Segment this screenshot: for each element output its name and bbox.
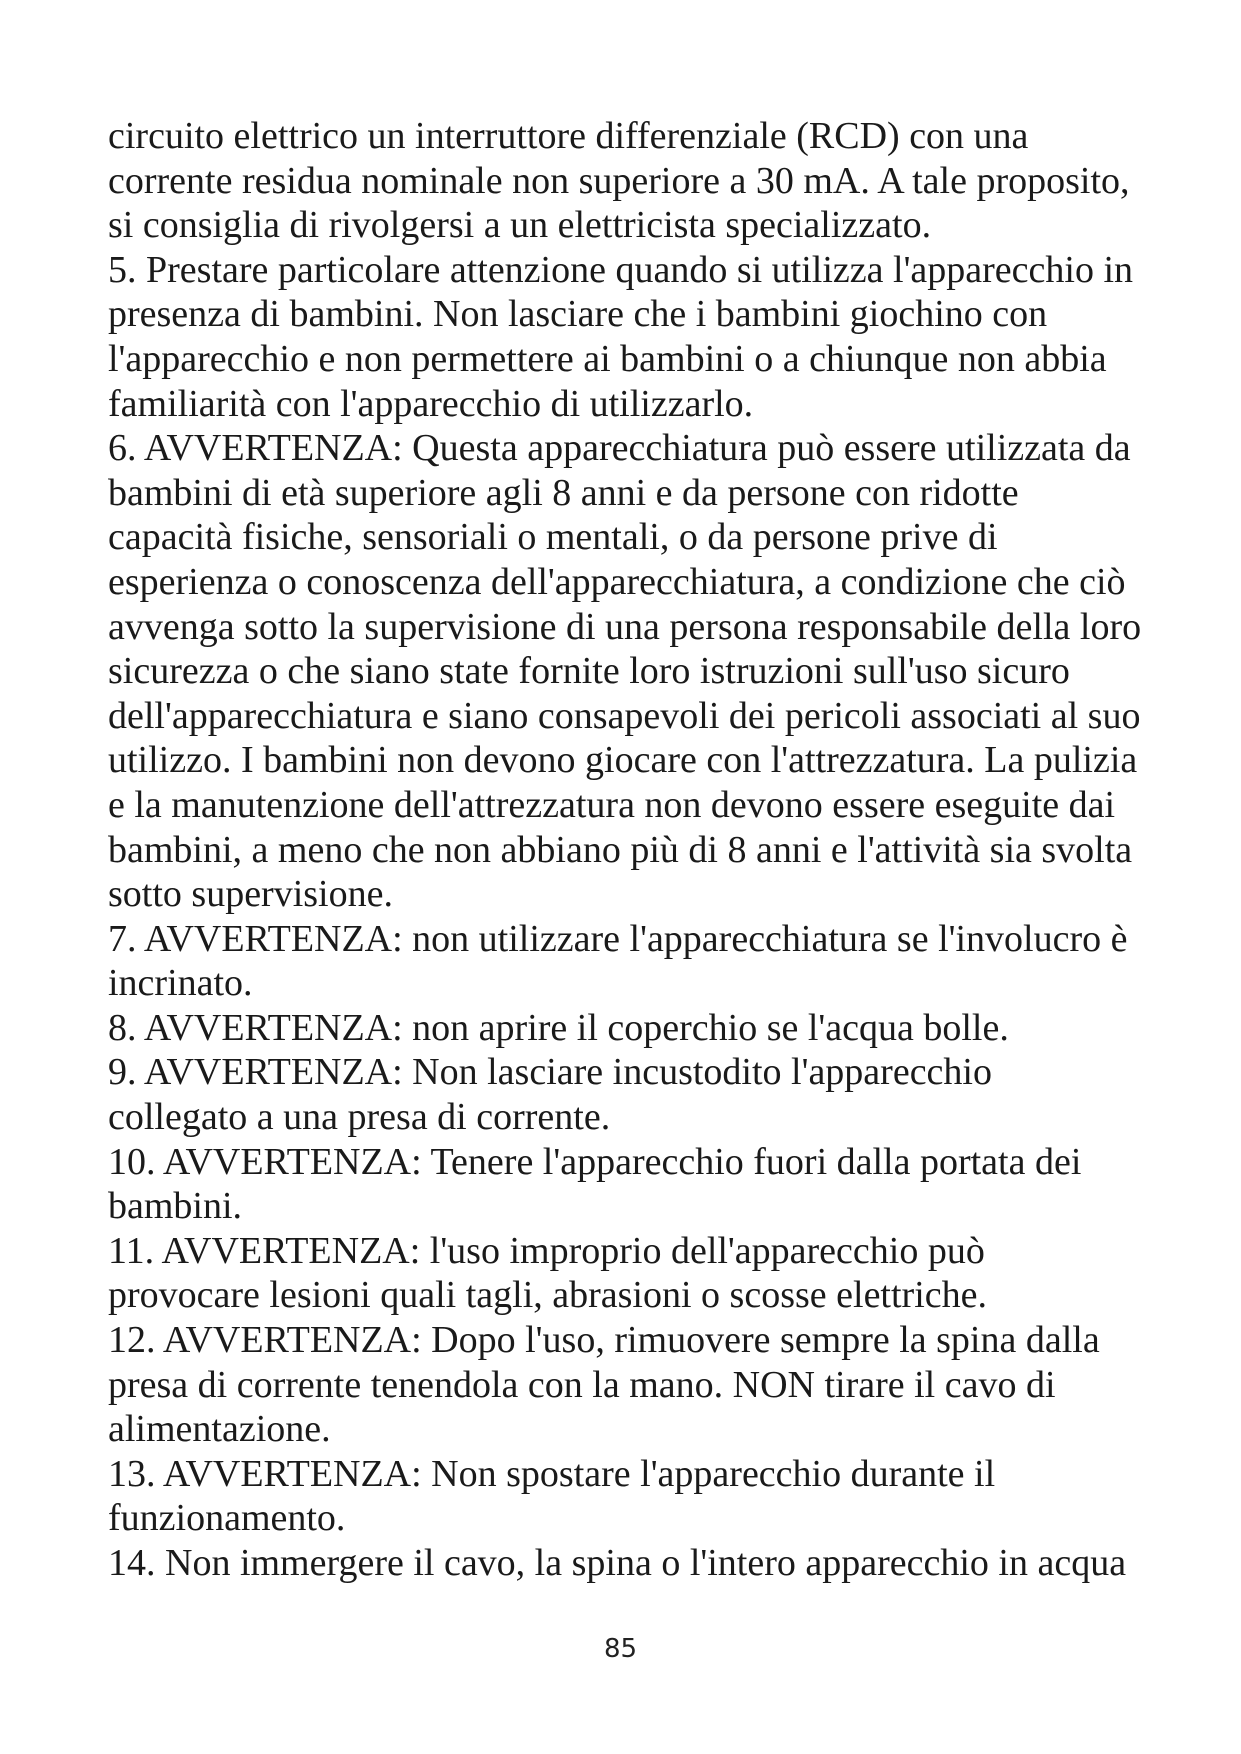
text-line: bambini, a meno che non abbiano più di 8 anni e l'attività sia svolta xyxy=(108,828,1133,871)
text-line: 9. AVVERTENZA: Non lasciare incustodito l'apparecchio xyxy=(108,1051,992,1094)
text-line: presenza di bambini. Non lasciare che i bambini giochino con xyxy=(108,293,1048,336)
text-line: incrinato. xyxy=(108,962,253,1005)
text-line: si consiglia di rivolgersi a un elettricista specializzato. xyxy=(108,204,932,247)
text-line: collegato a una presa di corrente. xyxy=(108,1096,611,1139)
text-line: circuito elettrico un interruttore differenziale (RCD) con una xyxy=(108,115,1029,157)
text-line: corrente residua nominale non superiore a 30 mA. A tale proposito, xyxy=(108,159,1130,202)
text-line: dell'apparecchiatura e siano consapevoli dei pericoli associati al suo xyxy=(108,694,1141,737)
text-line: e la manutenzione dell'attrezzatura non devono essere eseguite dai xyxy=(108,783,1116,826)
text-line: 14. Non immergere il cavo, la spina o l'intero apparecchio in acqua xyxy=(108,1542,1127,1584)
text-line: l'apparecchio e non permettere ai bambini o a chiunque non abbia xyxy=(108,337,1107,380)
text-line: 11. AVVERTENZA: l'uso improprio dell'apparecchio può xyxy=(108,1229,985,1272)
text-line: utilizzo. I bambini non devono giocare con l'attrezzatura. La pulizia xyxy=(108,739,1138,782)
text-line: esperienza o conoscenza dell'apparecchiatura, a condizione che ciò xyxy=(108,560,1126,603)
text-line: sotto supervisione. xyxy=(108,873,393,916)
text-line: sicurezza o che siano state fornite loro istruzioni sull'uso sicuro xyxy=(108,650,1070,693)
text-line: 7. AVVERTENZA: non utilizzare l'apparecchiatura se l'involucro è xyxy=(108,917,1128,960)
text-line: presa di corrente tenendola con la mano. NON tirare il cavo di xyxy=(108,1363,1056,1406)
text-line: 8. AVVERTENZA: non aprire il coperchio se l'acqua bolle. xyxy=(108,1006,1009,1049)
text-line: capacità fisiche, sensoriali o mentali, o da persone prive di xyxy=(108,516,998,559)
text-line: 13. AVVERTENZA: Non spostare l'apparecchio durante il xyxy=(108,1452,996,1495)
body-text xyxy=(108,114,1188,1586)
text-line: bambini di età superiore agli 8 anni e da persone con ridotte xyxy=(108,471,1019,514)
text-line: 12. AVVERTENZA: Dopo l'uso, rimuovere sempre la spina dalla xyxy=(108,1319,1100,1362)
text-line: alimentazione. xyxy=(108,1408,331,1451)
text-line: familiarità con l'apparecchio di utilizzarlo. xyxy=(108,382,754,425)
text-line: 6. AVVERTENZA: Questa apparecchiatura può essere utilizzata da xyxy=(108,427,1131,470)
text-line: 5. Prestare particolare attenzione quando si utilizza l'apparecchio in xyxy=(108,248,1134,291)
page-number: 85 xyxy=(603,1634,638,1664)
text-line: avvenga sotto la supervisione di una persona responsabile della loro xyxy=(108,605,1142,648)
text-line: provocare lesioni quali tagli, abrasioni o scosse elettriche. xyxy=(108,1274,987,1317)
text-line: funzionamento. xyxy=(108,1497,346,1540)
text-line: 10. AVVERTENZA: Tenere l'apparecchio fuori dalla portata dei xyxy=(108,1140,1082,1183)
text-line: bambini. xyxy=(108,1185,243,1228)
